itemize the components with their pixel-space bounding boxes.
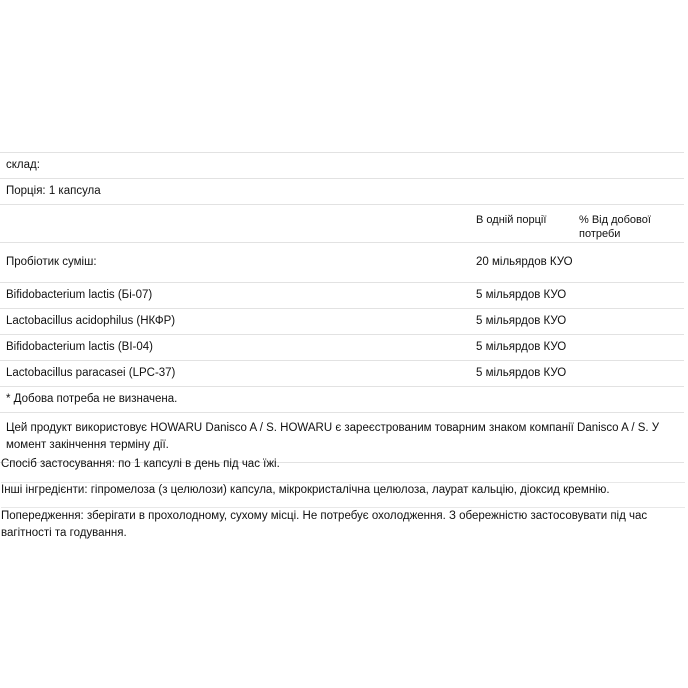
table-row — [0, 309, 684, 335]
other-ingredients: Інші інгредієнти: гіпромелоза (з целюлози) капсула, мікрокристалічна целюлоза, лаурат кальцію, діоксид кремнію. — [1, 482, 685, 498]
table-row — [0, 335, 684, 361]
facts-title: склад: — [6, 159, 40, 172]
ingredient-amount: 5 мільярдов КУО — [476, 315, 567, 328]
serving-size-row — [0, 179, 684, 205]
serving-size: Порція: 1 капсула — [6, 185, 101, 198]
daily-value-note-row — [0, 387, 684, 413]
column-header-per-serving: В одній порції — [476, 214, 547, 226]
column-header-daily-value: % Від добової потреби — [579, 214, 651, 241]
ingredient-name: Lactobacillus paracasei (LPC-37) — [6, 367, 176, 380]
trademark-row — [0, 413, 684, 463]
facts-title-row — [0, 153, 684, 179]
ingredient-name: Bifidobacterium lactis (BI-04) — [6, 341, 153, 354]
ingredient-amount: 5 мільярдов КУО — [476, 341, 567, 354]
trademark-notice: Цей продукт використовує HOWARU Danisco A / S. HOWARU є зареєстрованим товарним знаком компанії Danisco A / S. У момент закінчення терміну дії. — [6, 422, 660, 451]
blend-amount: 20 мільярдов КУО — [476, 255, 573, 268]
blend-name: Пробіотик суміш: — [6, 256, 97, 269]
table-row — [0, 283, 684, 309]
usage-instructions: Спосіб застосування: по 1 капсулі в день під час їжі. — [1, 458, 280, 470]
ingredient-amount: 5 мільярдов КУО — [476, 367, 567, 380]
supplement-facts-table — [0, 152, 684, 463]
blend-row — [0, 243, 684, 283]
daily-value-note: * Добова потреба не визначена. — [6, 393, 178, 406]
column-header-row — [0, 205, 684, 243]
ingredient-name: Bifidobacterium lactis (Бі-07) — [6, 289, 153, 302]
warnings: Попередження: зберігати в прохолодному, сухому місці. Не потребує охолодження. З обережністю застосовувати під час вагітності та годування. — [1, 507, 685, 543]
ingredient-name: Lactobacillus acidophilus (НКФР) — [6, 315, 176, 328]
ingredient-amount: 5 мільярдов КУО — [476, 289, 567, 302]
table-row — [0, 361, 684, 387]
